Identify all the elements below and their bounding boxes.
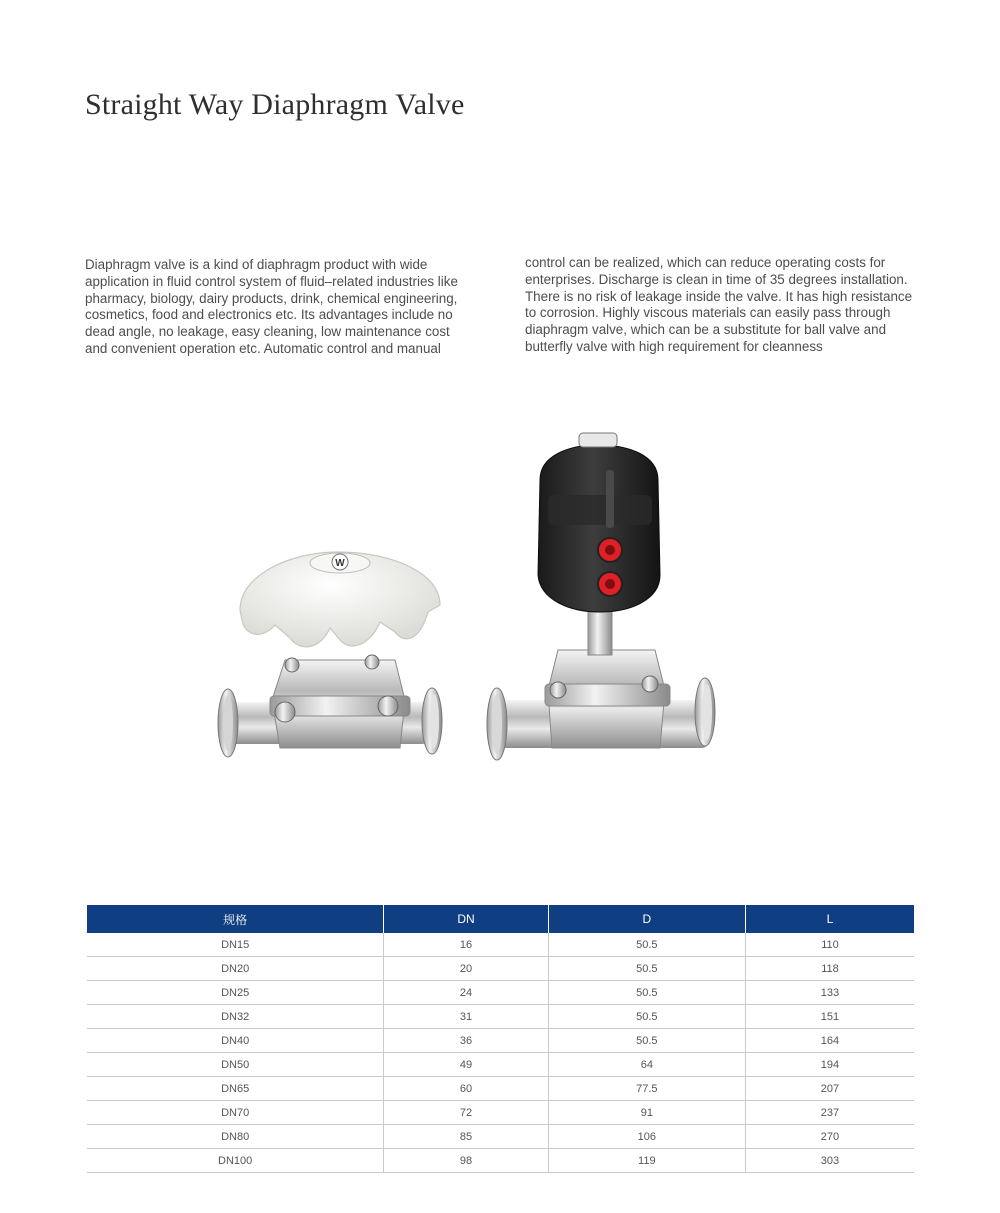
pneumatic-diaphragm-valve	[487, 433, 715, 760]
description-line: Diaphragm valve is a kind of diaphragm product with wide	[85, 257, 428, 272]
table-row	[87, 1077, 914, 1101]
table-cell: DN40	[87, 1029, 384, 1053]
table-cell: 270	[745, 1125, 914, 1149]
table-cell: 36	[384, 1029, 548, 1053]
table-cell: 77.5	[548, 1077, 745, 1101]
table-row	[87, 1005, 914, 1029]
manual-diaphragm-valve	[218, 552, 442, 757]
table-row	[87, 1101, 914, 1125]
table-cell: DN15	[87, 933, 384, 957]
table-cell: 85	[384, 1125, 548, 1149]
table-cell: 194	[745, 1053, 914, 1077]
table-cell: DN65	[87, 1077, 384, 1101]
table-cell: 110	[745, 933, 914, 957]
table-cell: 207	[745, 1077, 914, 1101]
table-cell: 50.5	[548, 1029, 745, 1053]
table-row	[87, 1149, 914, 1173]
table-cell: DN100	[87, 1149, 384, 1173]
description-line: cosmetics, food and electronics etc. Its advantages include no	[85, 307, 453, 323]
table-cell: 50.5	[548, 933, 745, 957]
description-line: dead angle, no leakage, easy cleaning, low maintenance cost	[85, 324, 450, 340]
table-row	[87, 981, 914, 1005]
spec-table	[87, 905, 914, 1173]
table-cell: DN80	[87, 1125, 384, 1149]
table-row	[87, 1053, 914, 1077]
table-cell: 60	[384, 1077, 548, 1101]
table-cell: 303	[745, 1149, 914, 1173]
description-line: control can be realized, which can reduce operating costs for	[525, 255, 886, 270]
table-cell: DN20	[87, 957, 384, 981]
product-photo	[200, 425, 740, 775]
table-row	[87, 933, 914, 957]
column-header: D	[548, 905, 745, 933]
table-cell: DN70	[87, 1101, 384, 1125]
description-line: pharmacy, biology, dairy products, drink, chemical engineering,	[85, 290, 458, 306]
table-cell: 98	[384, 1149, 548, 1173]
description-line: butterfly valve with high requirement for cleanness	[525, 338, 823, 354]
column-header: DN	[384, 905, 548, 933]
table-cell: 20	[384, 957, 548, 981]
table-cell: 24	[384, 981, 548, 1005]
table-cell: 64	[548, 1053, 745, 1077]
table-cell: 16	[384, 933, 548, 957]
table-cell: 50.5	[548, 1005, 745, 1029]
description-line: diaphragm valve, which can be a substitute for ball valve and	[525, 322, 887, 338]
table-cell: 237	[745, 1101, 914, 1125]
table-cell: DN50	[87, 1053, 384, 1077]
table-cell: DN25	[87, 981, 384, 1005]
table-row	[87, 1029, 914, 1053]
table-cell: 164	[745, 1029, 914, 1053]
table-cell: 119	[548, 1149, 745, 1173]
table-cell: 49	[384, 1053, 548, 1077]
description-right	[525, 255, 925, 356]
description-line: enterprises. Discharge is clean in time of 35 degrees installation.	[525, 271, 908, 287]
description-line: to corrosion. Highly viscous materials can easily pass through	[525, 305, 891, 321]
description-line: and convenient operation etc. Automatic control and manual	[85, 340, 441, 356]
table-cell: 118	[745, 957, 914, 981]
table-row	[87, 957, 914, 981]
column-header: L	[745, 905, 914, 933]
table-cell: 106	[548, 1125, 745, 1149]
description-line: There is no risk of leakage inside the valve. It has high resistance	[525, 288, 913, 304]
table-row	[87, 1125, 914, 1149]
table-cell: 151	[745, 1005, 914, 1029]
description-line: application in fluid control system of fluid–related industries like	[85, 273, 458, 289]
table-cell: 91	[548, 1101, 745, 1125]
table-cell: 50.5	[548, 957, 745, 981]
valve-logo: W	[335, 558, 345, 569]
table-cell: 72	[384, 1101, 548, 1125]
page-title: Straight Way Diaphragm Valve	[85, 88, 465, 121]
table-cell: 50.5	[548, 981, 745, 1005]
description-left	[85, 257, 485, 358]
table-cell: 133	[745, 981, 914, 1005]
table-header-row	[87, 905, 914, 933]
column-header: 规格	[87, 905, 384, 933]
table-cell: 31	[384, 1005, 548, 1029]
table-cell: DN32	[87, 1005, 384, 1029]
